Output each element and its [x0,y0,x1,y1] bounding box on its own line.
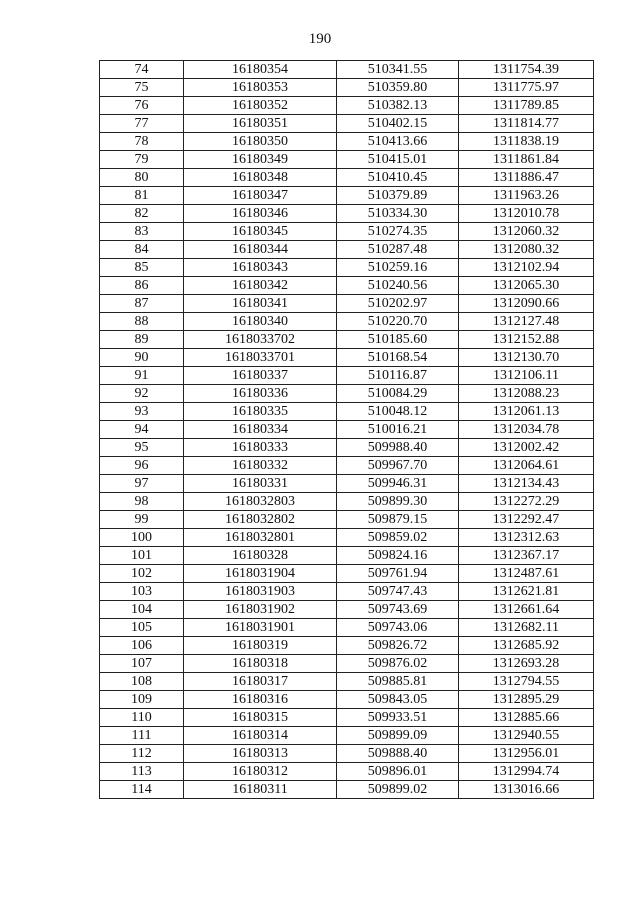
point-id-cell: 16180353 [184,79,337,97]
x-coordinate-cell: 509843.05 [337,691,459,709]
table-row [100,601,594,619]
y-coordinate-cell: 1312002.42 [459,439,594,457]
point-id-cell: 16180334 [184,421,337,439]
point-id-cell: 16180311 [184,781,337,799]
x-coordinate-cell: 509988.40 [337,439,459,457]
table-row [100,781,594,799]
point-id-cell: 16180315 [184,709,337,727]
x-coordinate-cell: 509824.16 [337,547,459,565]
y-coordinate-cell: 1312061.13 [459,403,594,421]
table-row [100,709,594,727]
x-coordinate-cell: 509876.02 [337,655,459,673]
point-number-cell: 77 [100,115,184,133]
y-coordinate-cell: 1311789.85 [459,97,594,115]
point-id-cell: 1618031903 [184,583,337,601]
x-coordinate-cell: 510202.97 [337,295,459,313]
point-number-cell: 96 [100,457,184,475]
y-coordinate-cell: 1312661.64 [459,601,594,619]
table-row [100,331,594,349]
y-coordinate-cell: 1312895.29 [459,691,594,709]
table-row [100,619,594,637]
table-row [100,745,594,763]
y-coordinate-cell: 1312106.11 [459,367,594,385]
point-number-cell: 113 [100,763,184,781]
point-number-cell: 102 [100,565,184,583]
point-number-cell: 105 [100,619,184,637]
point-id-cell: 1618032802 [184,511,337,529]
y-coordinate-cell: 1312060.32 [459,223,594,241]
table-row [100,565,594,583]
table-row [100,421,594,439]
x-coordinate-cell: 509896.01 [337,763,459,781]
point-number-cell: 93 [100,403,184,421]
table-row [100,655,594,673]
table-row [100,547,594,565]
y-coordinate-cell: 1312312.63 [459,529,594,547]
point-id-cell: 16180343 [184,259,337,277]
point-id-cell: 16180333 [184,439,337,457]
point-id-cell: 1618033701 [184,349,337,367]
point-id-cell: 1618033702 [184,331,337,349]
y-coordinate-cell: 1312010.78 [459,205,594,223]
y-coordinate-cell: 1312088.23 [459,385,594,403]
page-number: 190 [308,31,332,47]
table-row [100,295,594,313]
point-id-cell: 16180335 [184,403,337,421]
x-coordinate-cell: 510240.56 [337,277,459,295]
point-id-cell: 16180331 [184,475,337,493]
point-number-cell: 83 [100,223,184,241]
x-coordinate-cell: 510287.48 [337,241,459,259]
point-number-cell: 91 [100,367,184,385]
y-coordinate-cell: 1312272.29 [459,493,594,511]
table-row [100,79,594,97]
x-coordinate-cell: 510382.13 [337,97,459,115]
y-coordinate-cell: 1312292.47 [459,511,594,529]
table-row [100,205,594,223]
x-coordinate-cell: 510359.80 [337,79,459,97]
point-id-cell: 16180336 [184,385,337,403]
point-number-cell: 99 [100,511,184,529]
point-id-cell: 16180344 [184,241,337,259]
point-number-cell: 78 [100,133,184,151]
y-coordinate-cell: 1312080.32 [459,241,594,259]
point-number-cell: 111 [100,727,184,745]
y-coordinate-cell: 1311775.97 [459,79,594,97]
point-number-cell: 95 [100,439,184,457]
coordinates-table [99,60,594,799]
x-coordinate-cell: 509946.31 [337,475,459,493]
table-row [100,727,594,745]
x-coordinate-cell: 509743.06 [337,619,459,637]
point-id-cell: 1618031901 [184,619,337,637]
point-number-cell: 79 [100,151,184,169]
point-id-cell: 16180337 [184,367,337,385]
x-coordinate-cell: 509826.72 [337,637,459,655]
table-row [100,691,594,709]
point-number-cell: 81 [100,187,184,205]
y-coordinate-cell: 1312102.94 [459,259,594,277]
table-row [100,763,594,781]
point-id-cell: 16180314 [184,727,337,745]
point-number-cell: 92 [100,385,184,403]
y-coordinate-cell: 1312885.66 [459,709,594,727]
table-row [100,187,594,205]
point-id-cell: 16180328 [184,547,337,565]
y-coordinate-cell: 1312994.74 [459,763,594,781]
point-id-cell: 16180354 [184,61,337,79]
point-number-cell: 94 [100,421,184,439]
point-id-cell: 16180346 [184,205,337,223]
table-row [100,403,594,421]
table-row [100,493,594,511]
table-row [100,241,594,259]
y-coordinate-cell: 1312685.92 [459,637,594,655]
point-number-cell: 80 [100,169,184,187]
point-number-cell: 97 [100,475,184,493]
point-id-cell: 16180312 [184,763,337,781]
point-number-cell: 106 [100,637,184,655]
point-number-cell: 84 [100,241,184,259]
point-id-cell: 16180352 [184,97,337,115]
x-coordinate-cell: 510116.87 [337,367,459,385]
y-coordinate-cell: 1312134.43 [459,475,594,493]
point-number-cell: 87 [100,295,184,313]
point-id-cell: 16180351 [184,115,337,133]
x-coordinate-cell: 510185.60 [337,331,459,349]
x-coordinate-cell: 509859.02 [337,529,459,547]
x-coordinate-cell: 510048.12 [337,403,459,421]
x-coordinate-cell: 510259.16 [337,259,459,277]
point-id-cell: 16180342 [184,277,337,295]
point-id-cell: 1618032803 [184,493,337,511]
y-coordinate-cell: 1312940.55 [459,727,594,745]
x-coordinate-cell: 510402.15 [337,115,459,133]
x-coordinate-cell: 510168.54 [337,349,459,367]
table-row [100,529,594,547]
point-number-cell: 74 [100,61,184,79]
table-row [100,61,594,79]
x-coordinate-cell: 509879.15 [337,511,459,529]
table-row [100,583,594,601]
x-coordinate-cell: 509899.02 [337,781,459,799]
x-coordinate-cell: 509885.81 [337,673,459,691]
point-number-cell: 109 [100,691,184,709]
point-number-cell: 100 [100,529,184,547]
point-id-cell: 16180349 [184,151,337,169]
x-coordinate-cell: 509967.70 [337,457,459,475]
point-id-cell: 16180350 [184,133,337,151]
table-row [100,151,594,169]
y-coordinate-cell: 1312682.11 [459,619,594,637]
y-coordinate-cell: 1312794.55 [459,673,594,691]
point-number-cell: 75 [100,79,184,97]
point-number-cell: 108 [100,673,184,691]
y-coordinate-cell: 1312065.30 [459,277,594,295]
table-row [100,637,594,655]
point-number-cell: 110 [100,709,184,727]
y-coordinate-cell: 1311814.77 [459,115,594,133]
x-coordinate-cell: 509743.69 [337,601,459,619]
x-coordinate-cell: 510410.45 [337,169,459,187]
x-coordinate-cell: 509747.43 [337,583,459,601]
y-coordinate-cell: 1312130.70 [459,349,594,367]
x-coordinate-cell: 510016.21 [337,421,459,439]
point-number-cell: 85 [100,259,184,277]
point-id-cell: 16180313 [184,745,337,763]
point-number-cell: 101 [100,547,184,565]
table-row [100,277,594,295]
table-row [100,349,594,367]
point-number-cell: 103 [100,583,184,601]
table-row [100,457,594,475]
point-number-cell: 76 [100,97,184,115]
table-body [100,61,594,799]
table-row [100,259,594,277]
table-row [100,385,594,403]
point-id-cell: 1618031902 [184,601,337,619]
x-coordinate-cell: 510334.30 [337,205,459,223]
table-row [100,673,594,691]
x-coordinate-cell: 510220.70 [337,313,459,331]
point-id-cell: 16180316 [184,691,337,709]
y-coordinate-cell: 1312090.66 [459,295,594,313]
y-coordinate-cell: 1312693.28 [459,655,594,673]
y-coordinate-cell: 1313016.66 [459,781,594,799]
point-number-cell: 104 [100,601,184,619]
table-row [100,367,594,385]
y-coordinate-cell: 1312034.78 [459,421,594,439]
point-number-cell: 107 [100,655,184,673]
y-coordinate-cell: 1312487.61 [459,565,594,583]
table-row [100,169,594,187]
point-id-cell: 16180340 [184,313,337,331]
point-id-cell: 16180345 [184,223,337,241]
x-coordinate-cell: 509888.40 [337,745,459,763]
point-id-cell: 16180318 [184,655,337,673]
x-coordinate-cell: 509899.30 [337,493,459,511]
table-row [100,511,594,529]
table-row [100,313,594,331]
y-coordinate-cell: 1312621.81 [459,583,594,601]
y-coordinate-cell: 1312064.61 [459,457,594,475]
point-number-cell: 82 [100,205,184,223]
x-coordinate-cell: 510379.89 [337,187,459,205]
table-row [100,475,594,493]
y-coordinate-cell: 1312127.48 [459,313,594,331]
y-coordinate-cell: 1311886.47 [459,169,594,187]
point-id-cell: 16180317 [184,673,337,691]
table-row [100,133,594,151]
y-coordinate-cell: 1311838.19 [459,133,594,151]
table-row [100,115,594,133]
point-number-cell: 114 [100,781,184,799]
y-coordinate-cell: 1312152.88 [459,331,594,349]
point-number-cell: 88 [100,313,184,331]
point-id-cell: 16180332 [184,457,337,475]
point-number-cell: 90 [100,349,184,367]
table-row [100,439,594,457]
point-id-cell: 16180319 [184,637,337,655]
y-coordinate-cell: 1311861.84 [459,151,594,169]
x-coordinate-cell: 509761.94 [337,565,459,583]
x-coordinate-cell: 509899.09 [337,727,459,745]
x-coordinate-cell: 510415.01 [337,151,459,169]
point-number-cell: 98 [100,493,184,511]
point-number-cell: 112 [100,745,184,763]
x-coordinate-cell: 510274.35 [337,223,459,241]
y-coordinate-cell: 1311754.39 [459,61,594,79]
point-id-cell: 16180347 [184,187,337,205]
point-number-cell: 86 [100,277,184,295]
table-row [100,223,594,241]
point-id-cell: 1618031904 [184,565,337,583]
x-coordinate-cell: 510413.66 [337,133,459,151]
table-row [100,97,594,115]
x-coordinate-cell: 510341.55 [337,61,459,79]
point-id-cell: 16180341 [184,295,337,313]
y-coordinate-cell: 1312956.01 [459,745,594,763]
x-coordinate-cell: 509933.51 [337,709,459,727]
point-id-cell: 1618032801 [184,529,337,547]
point-number-cell: 89 [100,331,184,349]
x-coordinate-cell: 510084.29 [337,385,459,403]
y-coordinate-cell: 1311963.26 [459,187,594,205]
y-coordinate-cell: 1312367.17 [459,547,594,565]
point-id-cell: 16180348 [184,169,337,187]
